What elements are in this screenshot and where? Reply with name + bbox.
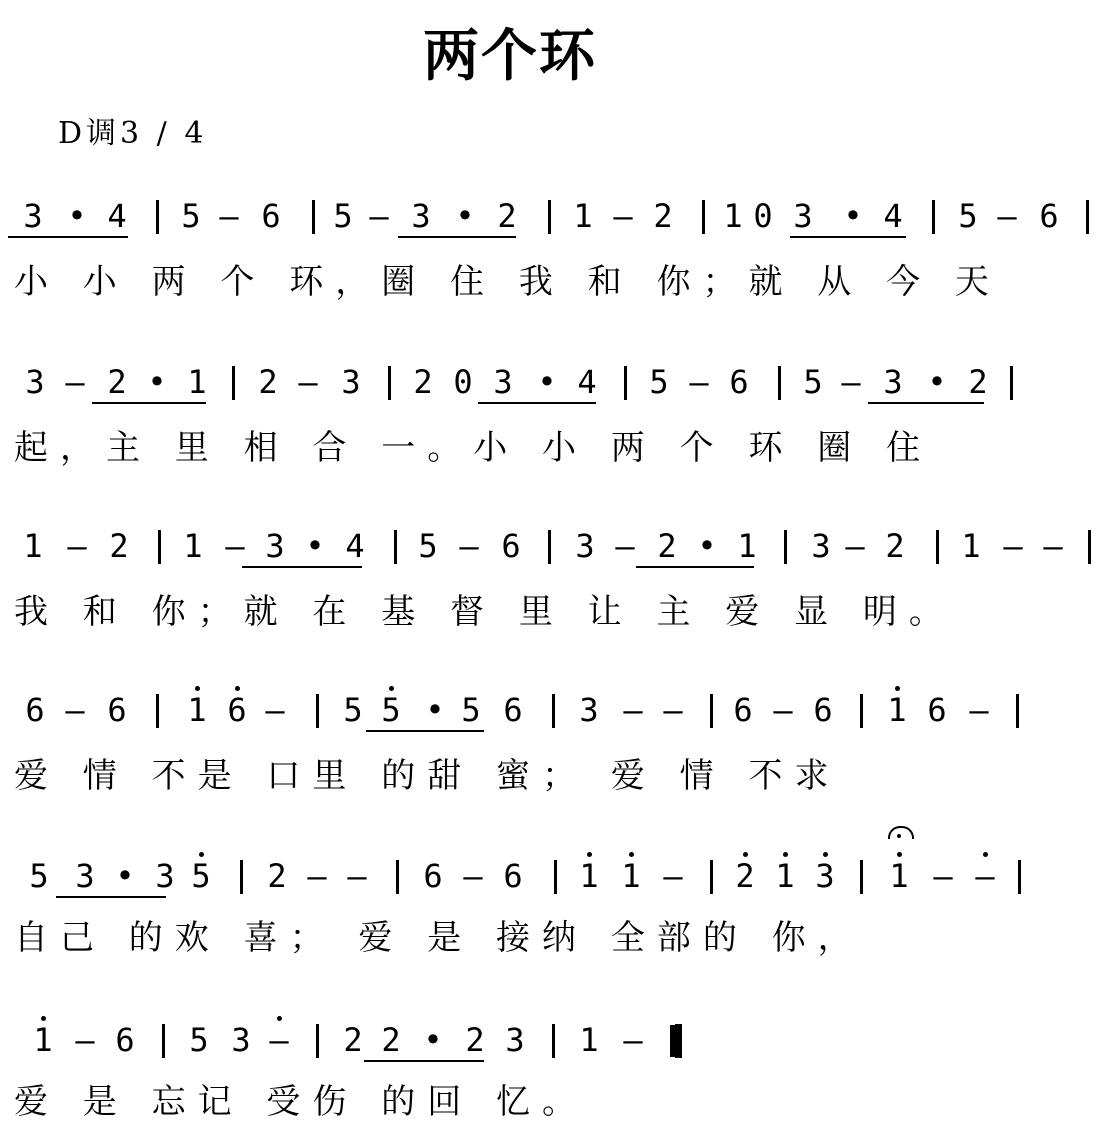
octave-dot (389, 686, 394, 691)
dot-rhythm: • (425, 691, 445, 729)
dot-rhythm: • (927, 363, 947, 401)
note: 6 (261, 197, 281, 235)
dash-extension: — (307, 857, 327, 895)
dash-extension: — (225, 527, 245, 565)
note: 5 (461, 691, 481, 729)
dash-extension: — (969, 691, 989, 729)
barline (312, 200, 315, 234)
dash-extension: — (65, 691, 85, 729)
beam-underline (636, 572, 754, 574)
note: 2 (343, 1021, 363, 1059)
note: 5 (803, 363, 823, 401)
barline (1018, 860, 1021, 894)
note: 3 (815, 857, 835, 895)
beam-underline (478, 408, 596, 410)
dash-extension: — (845, 527, 865, 565)
note: 2 (109, 527, 129, 565)
note: 5 (649, 363, 669, 401)
note: 2 (107, 363, 127, 401)
note: 1 (723, 197, 743, 235)
barline (710, 694, 713, 728)
barline (932, 200, 935, 234)
note: 5 (418, 527, 438, 565)
note: 1 (889, 857, 909, 895)
barline (784, 530, 787, 564)
lyrics-line: 我 和 你；就 在 基 督 里 让 主 爱 显 明。 (14, 592, 955, 632)
note: 6 (503, 857, 523, 895)
dash-extension: — (663, 857, 683, 895)
dash-extension: — (1003, 527, 1023, 565)
note: 6 (115, 1021, 135, 1059)
note: 2 (885, 527, 905, 565)
octave-dot (783, 852, 788, 857)
barline (624, 366, 627, 400)
note: 6 (227, 691, 247, 729)
note: 1 (579, 1021, 599, 1059)
barline (156, 200, 159, 234)
barline (1086, 200, 1089, 234)
note: 3 (155, 857, 175, 895)
barline (240, 860, 243, 894)
beam-underline (56, 896, 166, 898)
dot-rhythm: • (115, 857, 135, 895)
note: 3 (883, 363, 903, 401)
dash-extension: — (663, 691, 683, 729)
barline (162, 1024, 165, 1058)
dash-extension: — (613, 197, 633, 235)
note: 0 (453, 363, 473, 401)
note: 5 (181, 197, 201, 235)
beam-underline (242, 566, 362, 568)
dash-extension: — (773, 691, 793, 729)
note: 0 (753, 197, 773, 235)
barline (316, 694, 319, 728)
note: 3 (811, 527, 831, 565)
fermata-icon (888, 826, 914, 839)
note: 6 (503, 691, 523, 729)
beam-underline (790, 242, 906, 244)
note: 2 (381, 1021, 401, 1059)
note: 1 (33, 1021, 53, 1059)
note: 1 (775, 857, 795, 895)
note: 3 (23, 197, 43, 235)
barline (548, 530, 551, 564)
dash-extension: — (975, 857, 995, 895)
octave-dot (195, 686, 200, 691)
note: 1 (23, 527, 43, 565)
barline (860, 694, 863, 728)
lyrics-line: 小 小 两 个 环，圈 住 我 和 你；就 从 今 天 (14, 262, 1001, 302)
octave-dot (895, 686, 900, 691)
note: 6 (423, 857, 443, 895)
note: 5 (29, 857, 49, 895)
dash-extension: — (459, 527, 479, 565)
barline (702, 200, 705, 234)
note: 4 (883, 197, 903, 235)
beam-underline (636, 566, 754, 568)
dash-extension: — (1043, 527, 1063, 565)
dot-rhythm: • (455, 197, 475, 235)
note: 5 (958, 197, 978, 235)
barline (710, 860, 713, 894)
dash-extension: — (265, 691, 285, 729)
lyrics-line: 起，主 里 相 合 一。小 小 两 个 环 圈 住 (14, 428, 933, 468)
beam-underline (242, 572, 362, 574)
octave-dot (587, 852, 592, 857)
dot-rhythm: • (697, 527, 717, 565)
note: 6 (501, 527, 521, 565)
note: 3 (793, 197, 813, 235)
beam-underline (8, 236, 128, 238)
octave-dot (277, 1016, 282, 1021)
note: 6 (25, 691, 45, 729)
note: 1 (621, 857, 641, 895)
note: 1 (961, 527, 981, 565)
note: 3 (505, 1021, 525, 1059)
dash-extension: — (623, 691, 643, 729)
note: 1 (887, 691, 907, 729)
note: 6 (927, 691, 947, 729)
beam-underline (868, 402, 984, 404)
dash-extension: — (841, 363, 861, 401)
final-barline (675, 1024, 682, 1058)
barline (232, 366, 235, 400)
fermata-dot (897, 834, 901, 838)
dash-extension: — (298, 363, 318, 401)
beam-underline (790, 236, 906, 238)
note: 2 (258, 363, 278, 401)
note: 5 (191, 857, 211, 895)
octave-dot (41, 1016, 46, 1021)
barline (158, 530, 161, 564)
dash-extension: — (689, 363, 709, 401)
note: 6 (733, 691, 753, 729)
lyrics-line: 自己 的欢 喜； 爱 是 接纳 全部的 你， (14, 918, 864, 958)
note: 2 (653, 197, 673, 235)
octave-dot (897, 852, 902, 857)
note: 4 (577, 363, 597, 401)
note: 3 (341, 363, 361, 401)
barline (394, 530, 397, 564)
barline (1010, 366, 1013, 400)
barline (552, 1024, 555, 1058)
beam-underline (398, 236, 516, 238)
dash-extension: — (369, 197, 389, 235)
beam-underline (56, 902, 166, 904)
note: 1 (187, 363, 207, 401)
note: 2 (968, 363, 988, 401)
note: 3 (265, 527, 285, 565)
barline (396, 860, 399, 894)
dash-extension: — (269, 1021, 289, 1059)
dot-rhythm: • (423, 1021, 443, 1059)
note: 4 (345, 527, 365, 565)
octave-dot (823, 852, 828, 857)
dash-extension: — (615, 527, 635, 565)
note: 5 (381, 691, 401, 729)
beam-underline (364, 1060, 484, 1062)
beam-underline (398, 242, 516, 244)
beam-underline (364, 1066, 484, 1068)
octave-dot (199, 852, 204, 857)
barline (1016, 694, 1019, 728)
dot-rhythm: • (843, 197, 863, 235)
barline (156, 694, 159, 728)
beam-underline (478, 402, 596, 404)
dash-extension: — (347, 857, 367, 895)
note: 1 (737, 527, 757, 565)
dash-extension: — (75, 1021, 95, 1059)
note: 1 (579, 857, 599, 895)
dash-extension: — (219, 197, 239, 235)
beam-underline (366, 736, 484, 738)
barline (388, 366, 391, 400)
note: 3 (75, 857, 95, 895)
note: 6 (729, 363, 749, 401)
note: 1 (187, 691, 207, 729)
barline (548, 200, 551, 234)
barline (1088, 530, 1091, 564)
note: 6 (107, 691, 127, 729)
note: 3 (493, 363, 513, 401)
dash-extension: — (67, 527, 87, 565)
note: 5 (189, 1021, 209, 1059)
octave-dot (235, 686, 240, 691)
lyrics-line: 爱 是 忘记 受伤 的回 忆。 (14, 1082, 589, 1122)
song-title: 两个环 (423, 24, 597, 89)
note: 2 (657, 527, 677, 565)
beam-underline (366, 730, 484, 732)
note: 6 (813, 691, 833, 729)
barline (778, 366, 781, 400)
dash-extension: — (623, 1021, 643, 1059)
octave-dot (743, 852, 748, 857)
note: 2 (497, 197, 517, 235)
barline (554, 860, 557, 894)
note: 6 (1039, 197, 1059, 235)
dot-rhythm: • (147, 363, 167, 401)
key-time-signature: D调3 / 4 (58, 116, 208, 151)
note: 3 (411, 197, 431, 235)
barline (936, 530, 939, 564)
beam-underline (92, 408, 206, 410)
note: 2 (465, 1021, 485, 1059)
note: 2 (735, 857, 755, 895)
note: 2 (267, 857, 287, 895)
beam-underline (868, 408, 984, 410)
dot-rhythm: • (67, 197, 87, 235)
dash-extension: — (463, 857, 483, 895)
note: 3 (575, 527, 595, 565)
octave-dot (629, 852, 634, 857)
barline (860, 860, 863, 894)
note: 1 (183, 527, 203, 565)
note: 5 (343, 691, 363, 729)
lyrics-line: 爱 情 不是 口里 的甜 蜜； 爱 情 不求 (14, 756, 841, 796)
note: 2 (413, 363, 433, 401)
dash-extension: — (933, 857, 953, 895)
beam-underline (92, 402, 206, 404)
dash-extension: — (65, 363, 85, 401)
note: 4 (107, 197, 127, 235)
barline (316, 1024, 319, 1058)
note: 1 (573, 197, 593, 235)
beam-underline (8, 242, 128, 244)
octave-dot (983, 852, 988, 857)
note: 3 (25, 363, 45, 401)
dot-rhythm: • (305, 527, 325, 565)
barline (552, 694, 555, 728)
dot-rhythm: • (537, 363, 557, 401)
dash-extension: — (997, 197, 1017, 235)
note: 3 (579, 691, 599, 729)
note: 3 (231, 1021, 251, 1059)
note: 5 (333, 197, 353, 235)
